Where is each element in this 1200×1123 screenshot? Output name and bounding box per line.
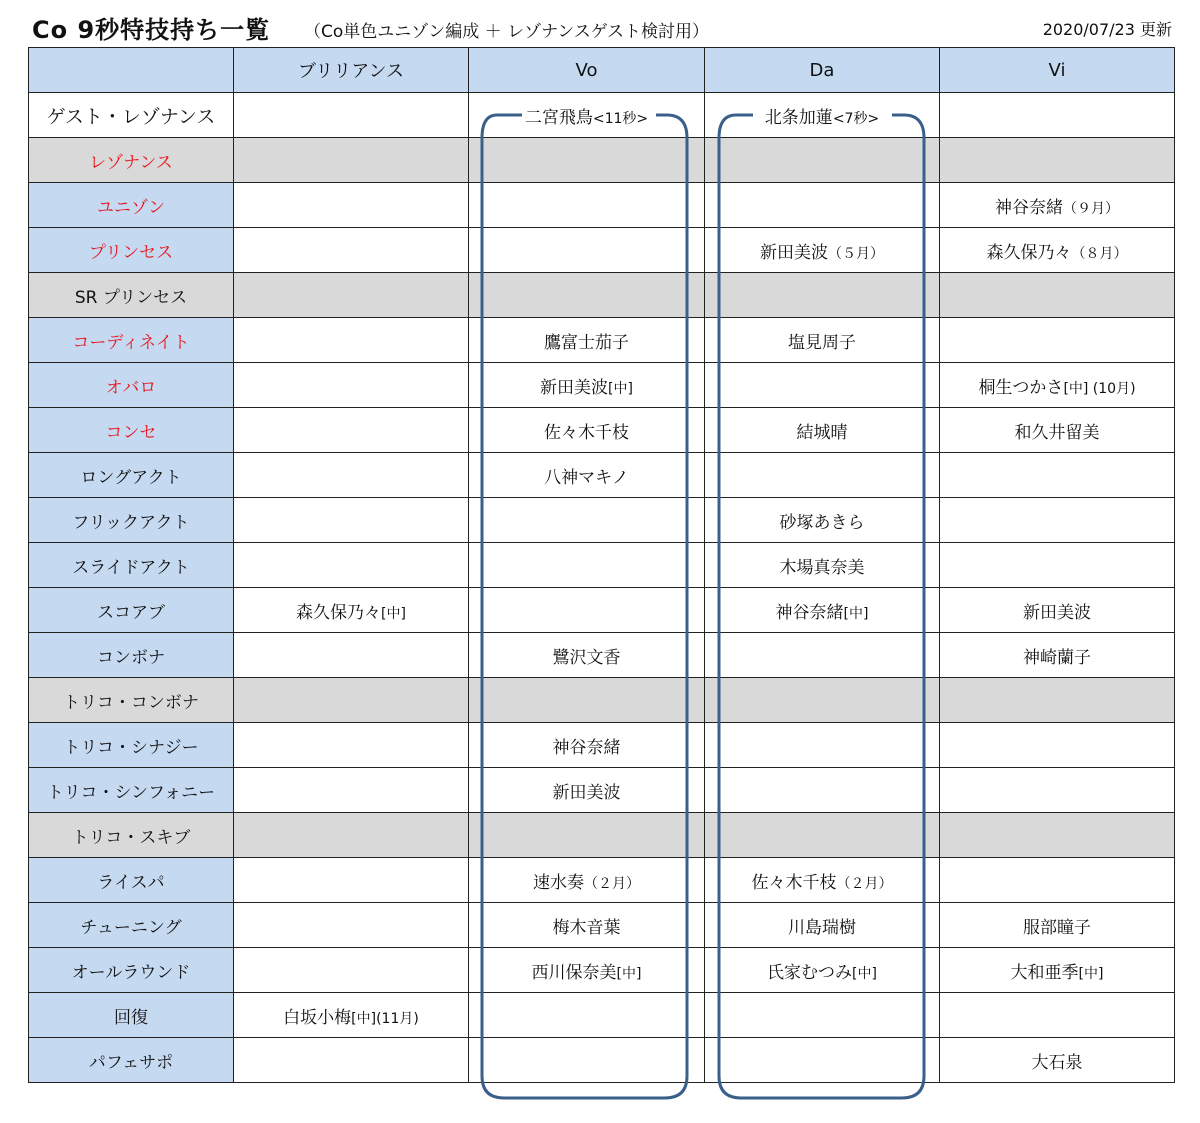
cell-vo [469, 183, 705, 228]
table-row [29, 813, 1175, 858]
cell-brilliance [234, 1038, 469, 1083]
guest-cell-vi [940, 93, 1175, 138]
cell-vi [940, 903, 1175, 948]
cell-name: 梅木音葉 [552, 917, 621, 938]
cell-note: [中] [608, 380, 633, 397]
cell-vo [469, 723, 705, 768]
cell-note: [中] (10月) [1063, 380, 1136, 397]
cell-vo [469, 408, 705, 453]
guest-row-label: ゲスト・レゾナンス [29, 93, 234, 138]
cell-name: 森久保乃々 [296, 602, 382, 623]
cell-da [705, 678, 940, 723]
table-row [29, 858, 1175, 903]
header-row [29, 48, 1175, 93]
table-row [29, 723, 1175, 768]
cell-vi [940, 723, 1175, 768]
cell-vo [469, 543, 705, 588]
cell-name: 速水奏 [533, 872, 584, 893]
cell-vo [469, 138, 705, 183]
table-row [29, 588, 1175, 633]
cell-vi [940, 678, 1175, 723]
cell-da [705, 993, 940, 1038]
cell-vo [469, 993, 705, 1038]
cell-vi [940, 183, 1175, 228]
cell-vo [469, 1038, 705, 1083]
header-cell-vi: Vi [940, 48, 1175, 93]
cell-note: （８月） [1071, 245, 1128, 262]
cell-da [705, 183, 940, 228]
cell-brilliance [234, 363, 469, 408]
cell-vi [940, 138, 1175, 183]
cell-vi [940, 498, 1175, 543]
cell-note: [中] [616, 965, 642, 982]
cell-name: 鷺沢文香 [552, 647, 621, 668]
cell-name: 和久井留美 [1014, 422, 1100, 443]
cell-name: 新田美波 [540, 377, 609, 398]
guest-row [29, 93, 1175, 138]
skill-table [28, 47, 1175, 1083]
cell-da [705, 1038, 940, 1083]
cell-vi [940, 543, 1175, 588]
row-label: 回復 [29, 993, 234, 1038]
table-row [29, 678, 1175, 723]
cell-name: 川島瑞樹 [788, 917, 856, 938]
cell-name: 佐々木千枝 [544, 422, 629, 443]
row-label: ユニゾン [29, 183, 234, 228]
table-row [29, 273, 1175, 318]
cell-vo [469, 768, 705, 813]
cell-da [705, 903, 940, 948]
cell-name: 氏家むつみ [767, 962, 853, 983]
table-row [29, 408, 1175, 453]
cell-da [705, 318, 940, 363]
cell-name: 鷹富士茄子 [544, 332, 629, 353]
cell-name: 木場真奈美 [779, 557, 865, 578]
row-label: スライドアクト [29, 543, 234, 588]
cell-vo [469, 948, 705, 993]
cell-brilliance [234, 498, 469, 543]
cell-da [705, 543, 940, 588]
cell-name: 塩見周子 [788, 332, 856, 353]
cell-name: 白坂小梅 [283, 1007, 352, 1028]
cell-name: 八神マキノ [544, 467, 629, 488]
cell-note: [中] [381, 605, 406, 622]
guest-da-note: <7秒> [832, 110, 880, 127]
cell-vi [940, 768, 1175, 813]
page-subtitle: （Co単色ユニゾン編成 ＋ レゾナンスゲスト検討用） [304, 22, 710, 42]
cell-brilliance [234, 813, 469, 858]
cell-da [705, 498, 940, 543]
table-row [29, 453, 1175, 498]
cell-vi [940, 858, 1175, 903]
cell-note: [中] [843, 605, 869, 622]
cell-vo [469, 633, 705, 678]
table-row [29, 1038, 1175, 1083]
cell-vo [469, 678, 705, 723]
cell-vi [940, 228, 1175, 273]
cell-brilliance [234, 453, 469, 498]
cell-da [705, 633, 940, 678]
cell-name: 新田美波 [1023, 602, 1091, 623]
cell-brilliance [234, 543, 469, 588]
cell-da [705, 768, 940, 813]
row-label: SR プリンセス [29, 273, 234, 318]
cell-note: （２月） [836, 875, 893, 892]
cell-note: [中] [1078, 965, 1104, 982]
cell-name: 砂塚あきら [779, 512, 865, 533]
cell-vi [940, 993, 1175, 1038]
cell-vi [940, 408, 1175, 453]
cell-vo [469, 813, 705, 858]
cell-vi [940, 363, 1175, 408]
cell-brilliance [234, 948, 469, 993]
cell-da [705, 813, 940, 858]
cell-brilliance [234, 858, 469, 903]
cell-brilliance [234, 228, 469, 273]
cell-da [705, 138, 940, 183]
row-label: ライスパ [29, 858, 234, 903]
row-label: チューニング [29, 903, 234, 948]
title-bar [32, 6, 1172, 44]
table-row [29, 993, 1175, 1038]
cell-da [705, 723, 940, 768]
updated-date: 2020/07/23 更新 [1042, 20, 1172, 39]
cell-name: 佐々木千枝 [751, 872, 837, 893]
cell-brilliance [234, 993, 469, 1038]
row-label: コンボナ [29, 633, 234, 678]
table-row [29, 138, 1175, 183]
cell-vi [940, 633, 1175, 678]
cell-brilliance [234, 588, 469, 633]
cell-vi [940, 588, 1175, 633]
cell-da [705, 453, 940, 498]
row-label: コンセ [29, 408, 234, 453]
cell-da [705, 858, 940, 903]
table-row [29, 768, 1175, 813]
cell-vo [469, 903, 705, 948]
cell-da [705, 588, 940, 633]
cell-vo [469, 228, 705, 273]
cell-da [705, 273, 940, 318]
table-row [29, 543, 1175, 588]
cell-brilliance [234, 723, 469, 768]
cell-name: 神谷奈緒 [552, 737, 621, 758]
cell-brilliance [234, 768, 469, 813]
cell-brilliance [234, 633, 469, 678]
cell-brilliance [234, 408, 469, 453]
table-row [29, 948, 1175, 993]
cell-brilliance [234, 678, 469, 723]
table-row [29, 318, 1175, 363]
cell-vo [469, 363, 705, 408]
cell-name: 新田美波 [760, 242, 828, 263]
row-label: トリコ・シナジー [29, 723, 234, 768]
cell-brilliance [234, 138, 469, 183]
guest-cell-brilliance [234, 93, 469, 138]
row-label: コーディネイト [29, 318, 234, 363]
cell-vo [469, 318, 705, 363]
table-row [29, 903, 1175, 948]
cell-brilliance [234, 318, 469, 363]
header-cell-da: Da [705, 48, 940, 93]
page-title: Co 9秒特技持ち一覧 [32, 16, 271, 44]
row-label: トリコ・スキブ [29, 813, 234, 858]
cell-name: 森久保乃々 [986, 242, 1072, 263]
cell-note: [中] [852, 965, 877, 982]
header-cell-vo: Vo [469, 48, 705, 93]
cell-vi [940, 273, 1175, 318]
cell-name: 結城晴 [796, 422, 848, 443]
table-row [29, 228, 1175, 273]
guest-cell-da [705, 93, 940, 138]
cell-da [705, 228, 940, 273]
cell-name: 新田美波 [552, 782, 621, 803]
cell-note: （２月） [584, 875, 640, 892]
table-row [29, 633, 1175, 678]
cell-vo [469, 453, 705, 498]
cell-da [705, 948, 940, 993]
cell-name: 西川保奈美 [531, 962, 617, 983]
guest-vo-note: <11秒> [592, 110, 649, 127]
cell-name: 神崎蘭子 [1023, 647, 1091, 668]
cell-vo [469, 273, 705, 318]
cell-vo [469, 588, 705, 633]
row-label: プリンセス [29, 228, 234, 273]
cell-name: 大石泉 [1031, 1052, 1083, 1073]
row-label: ロングアクト [29, 453, 234, 498]
row-label: トリコ・コンボナ [29, 678, 234, 723]
cell-vi [940, 813, 1175, 858]
cell-vo [469, 498, 705, 543]
cell-name: 神谷奈緒 [775, 602, 844, 623]
row-label: フリックアクト [29, 498, 234, 543]
cell-da [705, 408, 940, 453]
guest-da-name: 北条加蓮 [764, 107, 833, 128]
guest-vo-name: 二宮飛鳥 [524, 107, 593, 128]
cell-vi [940, 948, 1175, 993]
cell-vi [940, 453, 1175, 498]
cell-vi [940, 1038, 1175, 1083]
row-label: オールラウンド [29, 948, 234, 993]
cell-note: （５月） [828, 245, 884, 262]
cell-name: 神谷奈緒 [995, 197, 1063, 218]
table-row [29, 363, 1175, 408]
row-label: オバロ [29, 363, 234, 408]
cell-brilliance [234, 903, 469, 948]
cell-name: 大和亜季 [1010, 962, 1079, 983]
cell-brilliance [234, 273, 469, 318]
table-row [29, 498, 1175, 543]
cell-vo [469, 858, 705, 903]
cell-vi [940, 318, 1175, 363]
header-cell-blank [29, 48, 234, 93]
row-label: スコアブ [29, 588, 234, 633]
guest-cell-vo [469, 93, 705, 138]
cell-note: （９月） [1063, 200, 1119, 217]
cell-brilliance [234, 183, 469, 228]
header-cell-brilliance: ブリリアンス [234, 48, 469, 93]
row-label: レゾナンス [29, 138, 234, 183]
row-label: パフェサポ [29, 1038, 234, 1083]
cell-name: 服部瞳子 [1023, 917, 1091, 938]
cell-note: [中](11月) [351, 1010, 419, 1027]
cell-name: 桐生つかさ [978, 377, 1064, 398]
row-label: トリコ・シンフォニー [29, 768, 234, 813]
cell-da [705, 363, 940, 408]
table-row [29, 183, 1175, 228]
